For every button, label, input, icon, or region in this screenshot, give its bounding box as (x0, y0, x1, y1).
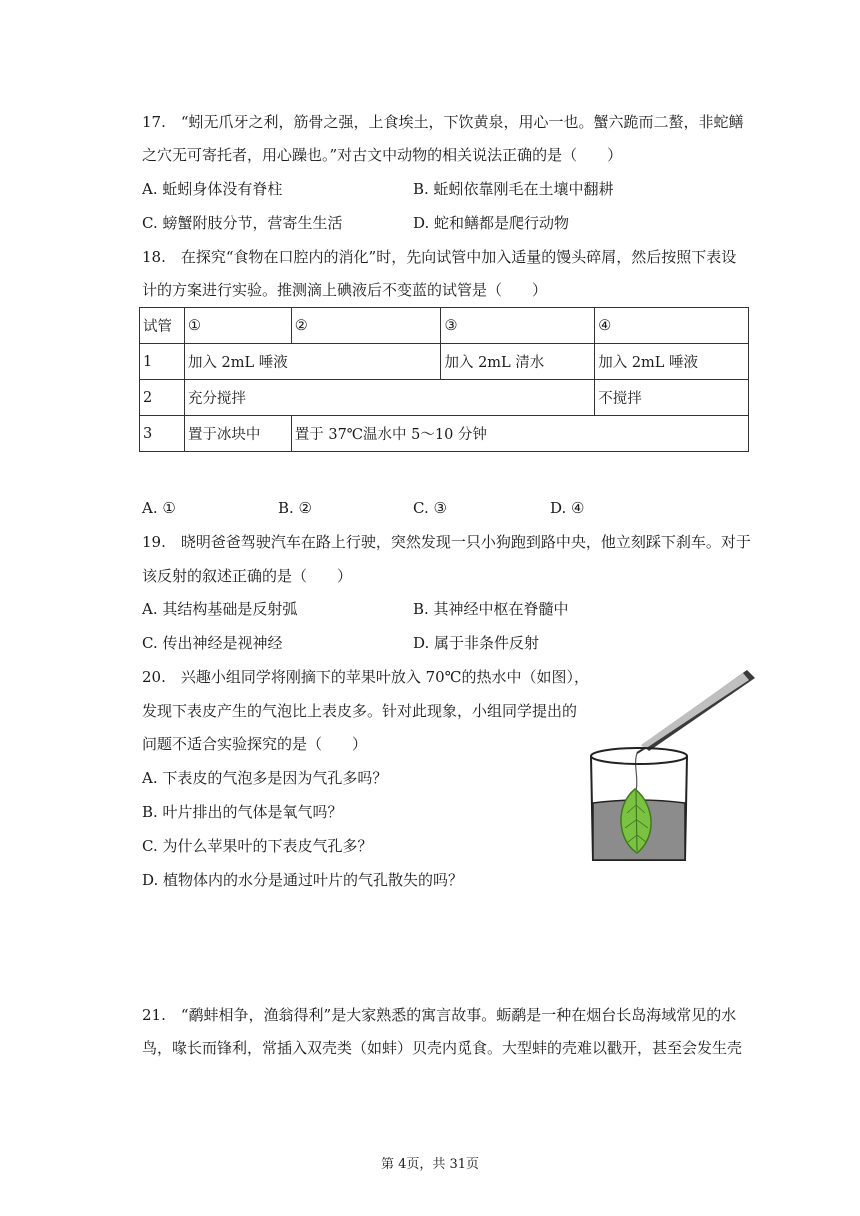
q17-option-b: B. 蚯蚓依靠刚毛在土壤中翻耕 (413, 180, 614, 198)
table-cell: 2 (140, 380, 185, 416)
q17-stem-line2: 之穴无可寄托者，用心躁也。”对古文中动物的相关说法正确的是（ ） (142, 146, 623, 164)
q19-option-a: A. 其结构基础是反射弧 (142, 600, 298, 618)
page-footer: 第 4页，共 31页 (380, 1157, 480, 1172)
q19-option-b: B. 其神经中枢在脊髓中 (413, 600, 569, 618)
table-cell: 试管 (140, 308, 185, 344)
q18-option-b: B. ② (278, 499, 313, 517)
q18-option-a: A. ① (142, 499, 176, 517)
q20-option-d: D. 植物体内的水分是通过叶片的气孔散失的吗？ (142, 871, 464, 889)
q18-option-d: D. ④ (550, 499, 585, 517)
q20-stem-line2: 发现下表皮产生的气泡比上表皮多。针对此现象，小组同学提出的 (142, 702, 578, 720)
table-header-row (140, 308, 749, 344)
table-row (140, 380, 749, 416)
table-cell: 加入 2mL 唾液 (595, 344, 749, 380)
q19-option-d: D. 属于非条件反射 (413, 634, 540, 652)
tweezers-icon (637, 670, 755, 753)
q19-option-c: C. 传出神经是视神经 (142, 634, 283, 652)
table-cell: 置于冰块中 (184, 416, 291, 452)
beaker-leaf-figure (585, 665, 760, 870)
table-cell: ① (184, 308, 291, 344)
table-cell: ② (291, 308, 441, 344)
table-cell: 不搅拌 (595, 380, 749, 416)
q18-option-c: C. ③ (413, 499, 447, 517)
q17-option-c: C. 螃蟹附肢分节，营寄生生活 (142, 214, 343, 232)
q20-option-b: B. 叶片排出的气体是氧气吗？ (142, 803, 343, 821)
table-cell: 充分搅拌 (184, 380, 594, 416)
table-row (140, 416, 749, 452)
q20-option-c: C. 为什么苹果叶的下表皮气孔多？ (142, 837, 373, 855)
table-row (140, 344, 749, 380)
q17-option-d: D. 蛇和鳝都是爬行动物 (413, 214, 570, 232)
experiment-table (139, 307, 749, 452)
table-cell: ④ (595, 308, 749, 344)
q21-stem-line1: 21. “鹬蚌相争，渔翁得利”是大家熟悉的寓言故事。蛎鹬是一种在烟台长岛海域常见的水 (142, 1006, 737, 1024)
table-cell: ③ (441, 308, 595, 344)
table-cell: 3 (140, 416, 185, 452)
q18-stem-line1: 18. 在探究“食物在口腔内的消化”时，先向试管中加入适量的馒头碎屑，然后按照下表设 (142, 248, 737, 266)
q20-stem-line3: 问题不适合实验探究的是（ ） (142, 735, 368, 753)
q20-option-a: A. 下表皮的气泡多是因为气孔多吗？ (142, 769, 388, 787)
table-cell: 加入 2mL 清水 (441, 344, 595, 380)
q20-stem-line1: 20. 兴趣小组同学将刚摘下的苹果叶放入 70℃的热水中（如图）， (142, 668, 589, 686)
table-cell: 置于 37℃温水中 5～10 分钟 (291, 416, 748, 452)
table-cell: 加入 2mL 唾液 (184, 344, 441, 380)
q17-option-a: A. 蚯蚓身体没有脊柱 (142, 180, 283, 198)
q19-stem-line1: 19. 晓明爸爸驾驶汽车在路上行驶，突然发现一只小狗跑到路中央，他立刻踩下刹车。对于 (142, 533, 751, 551)
q17-stem-line1: 17. “蚓无爪牙之利，筋骨之强，上食埃土，下饮黄泉，用心一也。蟹六跪而二螯，非蛇鳝 (142, 113, 744, 131)
q19-stem-line2: 该反射的叙述正确的是（ ） (142, 567, 353, 585)
q18-stem-line2: 计的方案进行实验。推测滴上碘液后不变蓝的试管是（ ） (142, 281, 548, 299)
q21-stem-line2: 鸟，喙长而锋利，常插入双壳类（如蚌）贝壳内觅食。大型蚌的壳难以戳开，甚至会发生壳 (142, 1039, 743, 1057)
table-cell: 1 (140, 344, 185, 380)
